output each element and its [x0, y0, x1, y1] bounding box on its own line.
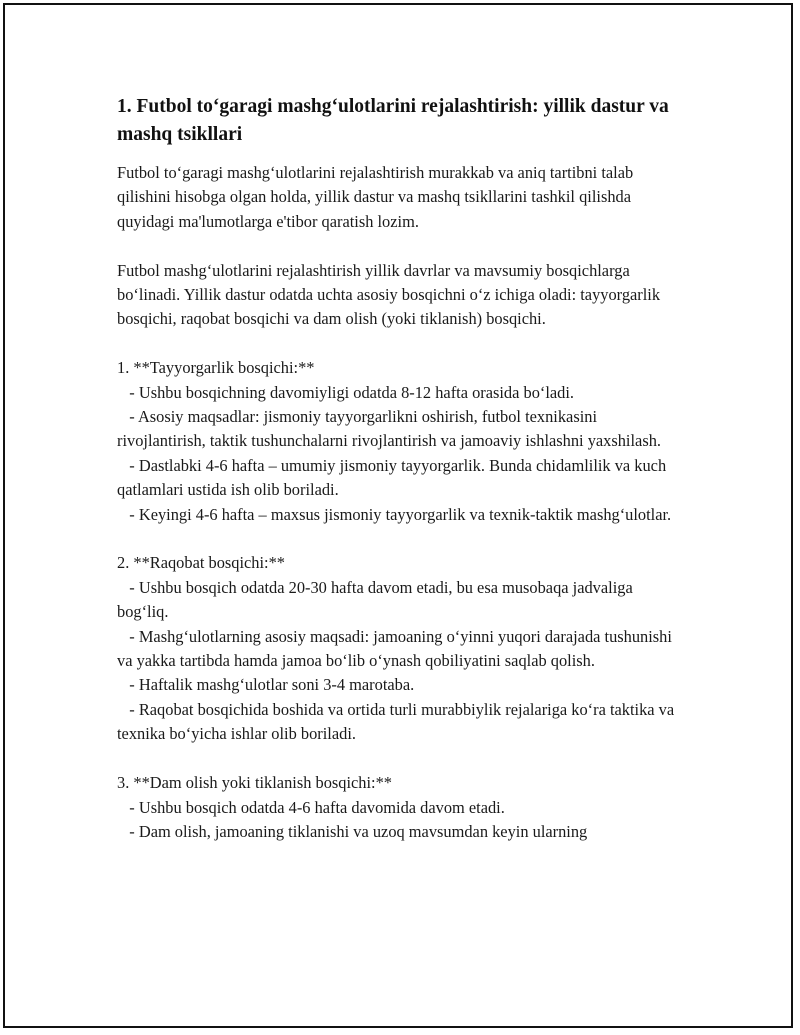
section-item: - Mashg‘ulotlarning asosiy maqsadi: jamoaning o‘yinni yuqori darajada tushunishi va yakka tartibda hamda jamoa bo‘lib o‘ynash qobiliyatini saqlab qolish. [117, 626, 672, 671]
section-item: - Raqobat bosqichida boshida va ortida turli murabbiylik rejalariga ko‘ra taktika va texnika bo‘yicha ishlar olib boriladi. [117, 699, 675, 744]
document-body [117, 93, 687, 844]
paragraph-gap [117, 747, 687, 771]
paragraph-gap [117, 527, 687, 551]
section-item: - Asosiy maqsadlar: jismoniy tayyorgarlikni oshirish, futbol texnikasini rivojlantirish, taktik tushunchalarni rivojlantirish va jamoaviy ishlashni yaxshilash. [117, 407, 661, 451]
intro-paragraph: Futbol to‘garagi mashg‘ulotlarini rejalashtirish murakkab va aniq tartibni talab qilishini hisobga olgan holda, yillik dastur va mashq tsikllarini tashkil qilishda quyidagi ma'lumotlarga e'tibor qaratish lozim. [117, 163, 634, 231]
section-heading: 2. **Raqobat bosqichi:** [117, 553, 285, 573]
section-item: - Ushbu bosqich odatda 4-6 hafta davomida davom etadi. [129, 797, 505, 817]
section-item: - Ushbu bosqich odatda 20-30 hafta davom etadi, bu esa musobaqa jadvaliga bog‘liq. [117, 577, 633, 622]
section-heading: 3. **Dam olish yoki tiklanish bosqichi:** [117, 773, 392, 793]
document-title: 1. Futbol to‘garagi mashg‘ulotlarini rejalashtirish: yillik dastur va mashq tsikllari [117, 96, 669, 145]
section-item: - Ushbu bosqichning davomiyligi odatda 8-12 hafta orasida bo‘ladi. [129, 382, 575, 402]
section-competition [117, 551, 687, 746]
section-item: - Dam olish, jamoaning tiklanishi va uzoq mavsumdan keyin ularning [129, 821, 588, 841]
section-item: - Haftalik mashg‘ulotlar soni 3-4 marotaba. [129, 675, 415, 695]
paragraph-gap [117, 234, 687, 258]
paragraph-gap [117, 332, 687, 356]
section-item: - Keyingi 4-6 hafta – maxsus jismoniy tayyorgarlik va texnik-taktik mashg‘ulotlar. [129, 504, 672, 524]
overview-paragraph: Futbol mashg‘ulotlarini rejalashtirish yillik davrlar va mavsumiy bosqichlarga bo‘linadi. Yillik dastur odatda uchta asosiy bosqichni o‘z ichiga oladi: tayyorgarlik bosqichi, raqobat bosqichi va dam olish (yoki tiklanish) bosqichi. [117, 260, 661, 329]
section-heading: 1. **Tayyorgarlik bosqichi:** [117, 358, 315, 378]
section-item: - Dastlabki 4-6 hafta – umumiy jismoniy tayyorgarlik. Bunda chidamlilik va kuch qatlamlari ustida ish olib boriladi. [117, 455, 667, 500]
section-preparation [117, 356, 687, 527]
section-recovery [117, 771, 687, 844]
